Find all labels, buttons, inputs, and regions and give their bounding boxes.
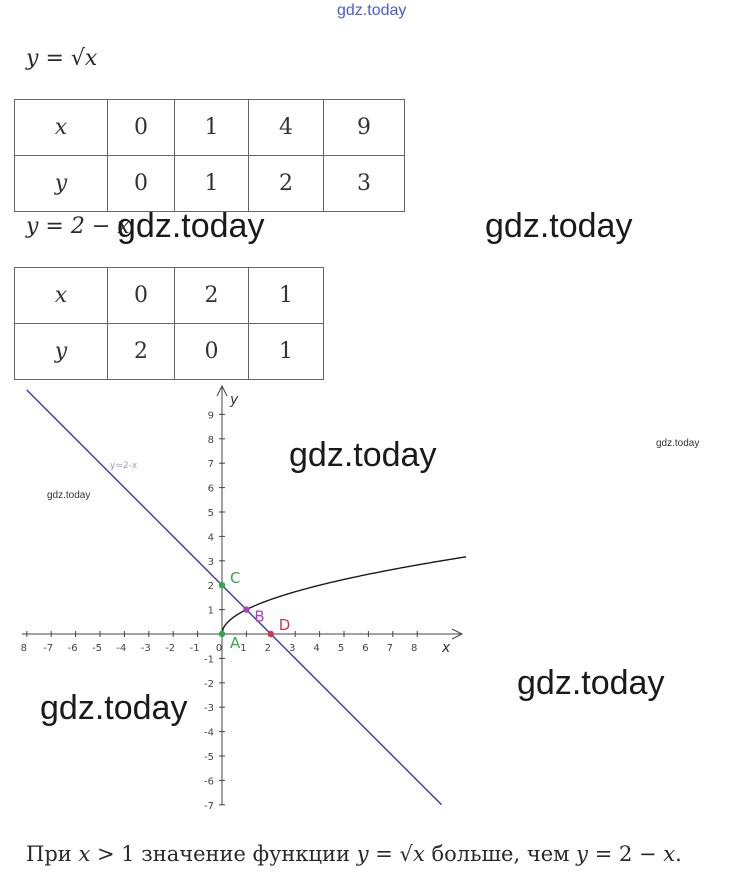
watermark-top: gdz.today: [337, 2, 407, 19]
table-cell: 1: [175, 156, 249, 212]
point-d: [268, 631, 274, 637]
watermark-small: gdz.today: [656, 438, 700, 449]
y-tick-label: 7: [207, 459, 214, 471]
table-cell: 1: [175, 100, 249, 156]
caption-part: .: [675, 842, 682, 866]
watermark: gdz.today: [289, 436, 437, 474]
table-cell: 0: [108, 268, 175, 324]
table-cell: y: [15, 156, 108, 212]
formula-line: y = 2 − x: [26, 214, 130, 239]
x-tick-label: -5: [92, 643, 102, 654]
x-tick-label: 0: [215, 643, 223, 654]
value-table-sqrt: [14, 99, 405, 212]
x-tick-label: 8: [411, 643, 418, 654]
y-tick-label: -4: [204, 727, 214, 739]
y-tick-label: -6: [204, 776, 214, 788]
table-cell: 9: [324, 100, 405, 156]
y-tick-label: 2: [207, 581, 214, 593]
y-tick-label: 5: [207, 508, 214, 519]
x-tick-label: 1: [240, 643, 247, 654]
formula-sqrt-rhs: √x: [70, 46, 98, 71]
caption-part: = 2 −: [588, 842, 664, 866]
table-row: [15, 324, 324, 380]
table-cell: 2: [108, 324, 175, 380]
caption-part: = √: [368, 842, 413, 866]
x-tick-label: -6: [67, 643, 78, 654]
table-cell: y: [15, 324, 108, 380]
caption-var: y: [356, 842, 369, 866]
formula-sqrt: [26, 46, 97, 71]
x-tick-label: 3: [289, 643, 296, 654]
line-label: y=2-x: [110, 461, 138, 471]
formula-sqrt-eq: =: [45, 46, 64, 71]
formula-sqrt-lhs: y: [26, 46, 39, 71]
table-row: [15, 156, 405, 212]
y-tick-label: 6: [207, 483, 214, 495]
watermark: gdz.today: [40, 689, 188, 727]
caption-part: больше, чем: [424, 842, 577, 866]
y-axis-label: y: [230, 392, 239, 408]
x-tick-label: -1: [189, 643, 200, 654]
y-tick-label: 8: [207, 434, 214, 446]
table-cell: 4: [249, 100, 324, 156]
table-cell: 0: [108, 156, 175, 212]
point-label-d: D: [278, 616, 291, 634]
y-tick-label: -2: [204, 678, 214, 690]
x-tick-label: 8: [20, 643, 27, 654]
y-tick-label: 3: [207, 556, 214, 568]
table-cell: 1: [249, 324, 324, 380]
conclusion-text: [26, 842, 682, 866]
table-row: [15, 268, 324, 324]
x-tick-label: 6: [362, 643, 369, 654]
value-table-line: [14, 267, 324, 380]
watermark: gdz.today: [485, 207, 633, 245]
point-label-a: A: [230, 634, 241, 652]
x-tick-label: -7: [43, 643, 54, 654]
y-tick-label: 4: [207, 532, 214, 544]
x-axis-label: x: [442, 640, 451, 656]
watermark: gdz.today: [117, 207, 265, 245]
caption-part: > 1 значение функции: [90, 842, 357, 866]
x-tick-label: 2: [264, 643, 271, 654]
table-row: [15, 100, 405, 156]
table-cell: 2: [175, 268, 249, 324]
x-tick-label: 5: [337, 643, 345, 654]
y-tick-label: -5: [204, 752, 214, 763]
point-c: [219, 582, 225, 588]
y-tick-label: -7: [204, 800, 214, 812]
point-b: [243, 606, 249, 612]
y-tick-label: 9: [207, 410, 214, 422]
x-tick-label: 4: [313, 643, 320, 654]
caption-part: При: [26, 842, 79, 866]
point-label-c: C: [230, 569, 241, 588]
table-cell: 0: [108, 100, 175, 156]
watermark: gdz.today: [517, 664, 665, 702]
point-label-b: B: [254, 607, 265, 626]
x-tick-label: -4: [116, 643, 127, 654]
caption-var: x: [663, 842, 676, 866]
caption-var: y: [576, 842, 589, 866]
table-cell: x: [15, 268, 108, 324]
point-a: [219, 631, 225, 637]
y-tick-label: -3: [204, 703, 214, 715]
x-tick-label: -2: [165, 643, 176, 654]
table-cell: 0: [175, 324, 249, 380]
x-tick-label: -3: [140, 643, 151, 654]
caption-var: x: [412, 842, 425, 866]
table-cell: 1: [249, 268, 324, 324]
watermark-small: gdz.today: [47, 490, 91, 501]
caption-var: x: [78, 842, 91, 866]
x-tick-label: 7: [386, 643, 393, 654]
y-tick-label: 1: [207, 605, 214, 617]
table-cell: 3: [324, 156, 405, 212]
y-tick-label: -1: [204, 654, 214, 666]
table-cell: x: [15, 100, 108, 156]
table-cell: 2: [249, 156, 324, 212]
